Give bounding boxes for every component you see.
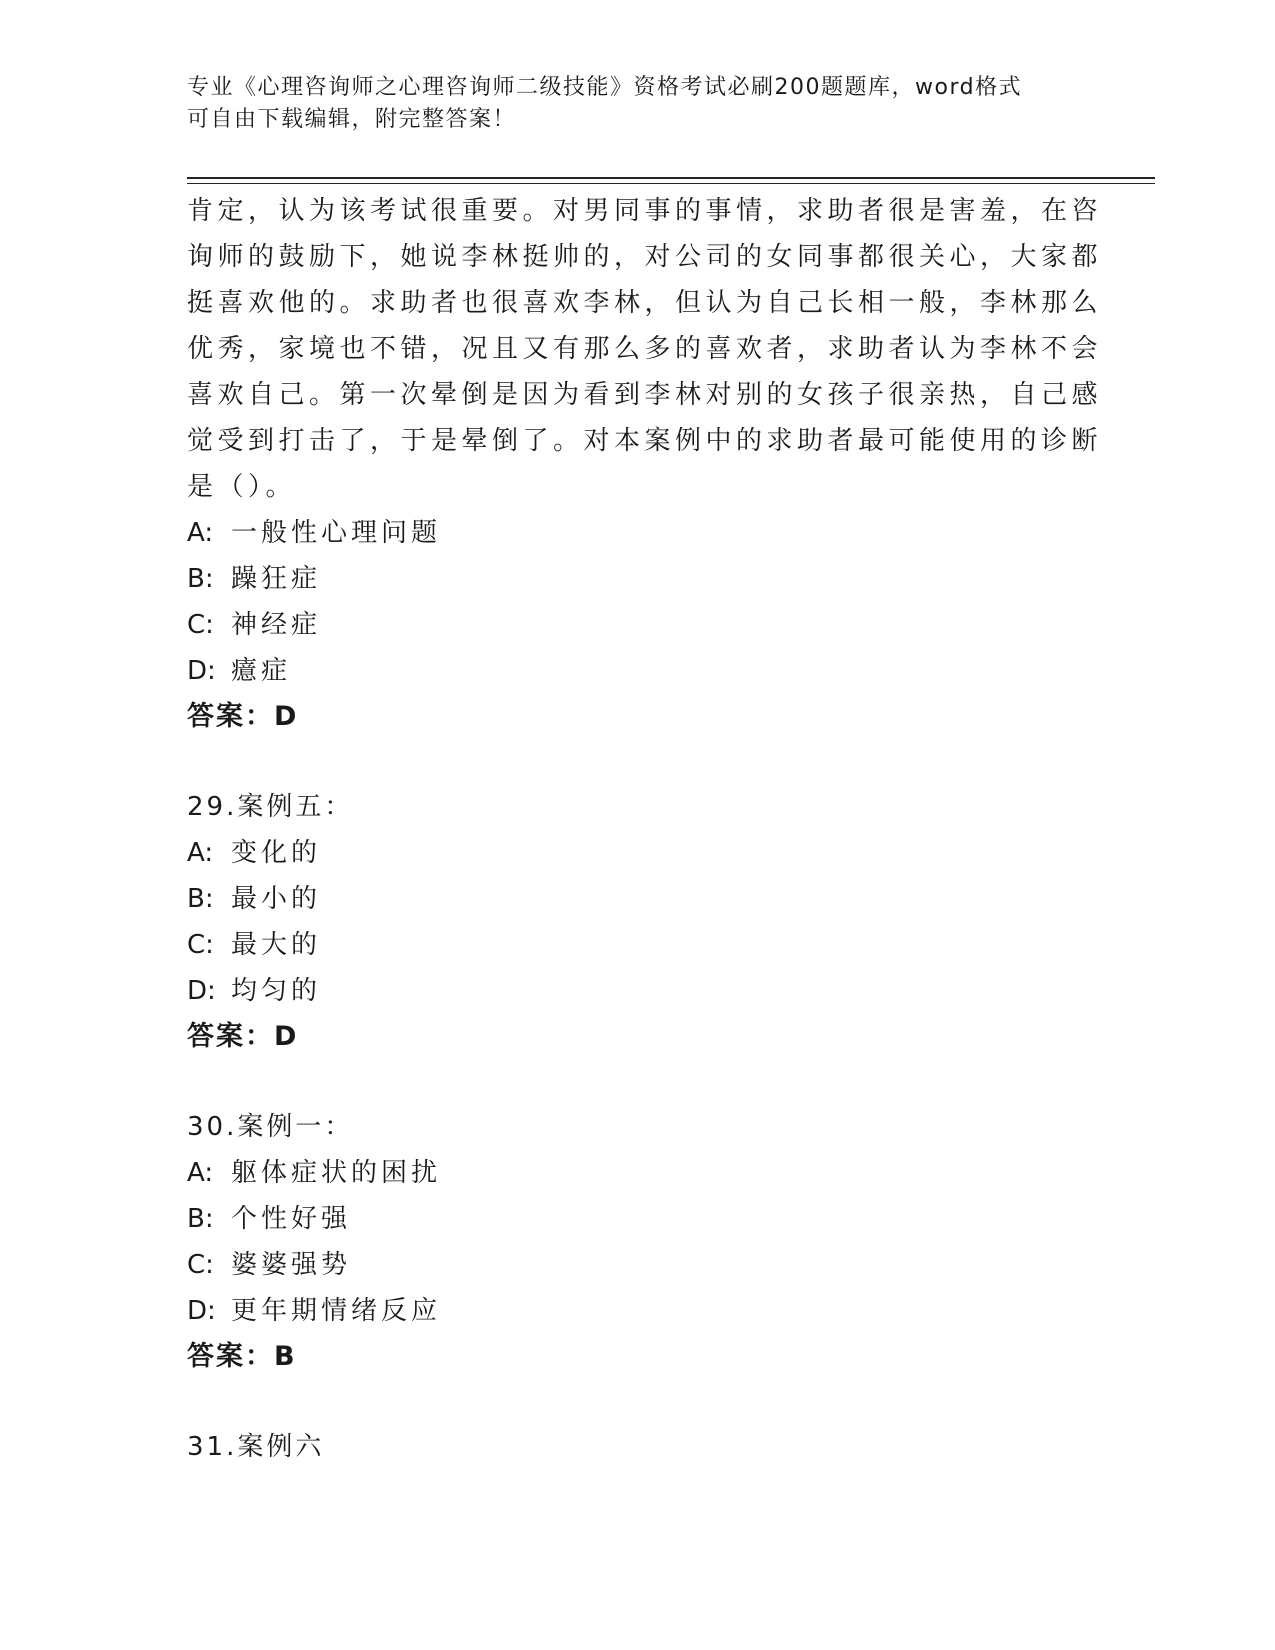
question-30 [187, 1104, 1087, 1380]
option-text: 个性好强 [231, 1204, 352, 1234]
question-text-line: 优秀，家境也不错，况且又有那么多的喜欢者，求助者认为李林不会 [187, 334, 1103, 364]
option-b [187, 556, 1087, 602]
option-text: 最小的 [231, 884, 322, 914]
header-divider-bottom [187, 183, 1155, 184]
option-text: 最大的 [231, 930, 322, 960]
option-c [187, 1242, 1087, 1288]
spacer [187, 1060, 1087, 1104]
question-text-line: 是（）。 [187, 472, 297, 502]
header-line-2: 可自由下载编辑，附完整答案！ [187, 107, 517, 132]
option-key: C: [187, 930, 214, 960]
option-key: A: [187, 1158, 214, 1188]
option-key: D: [187, 976, 216, 1006]
option-text: 均匀的 [231, 976, 322, 1006]
option-a [187, 510, 1087, 556]
question-29 [187, 784, 1087, 1060]
question-28 [187, 188, 1103, 740]
option-text: 婆婆强势 [231, 1250, 352, 1280]
option-text: 躯体症状的困扰 [231, 1158, 442, 1188]
option-text: 更年期情绪反应 [231, 1296, 442, 1326]
document-body [187, 188, 1103, 1470]
answer-label: 答案：D [187, 1021, 299, 1052]
option-key: B: [187, 564, 214, 594]
option-key: B: [187, 884, 214, 914]
spacer [187, 1380, 1087, 1424]
page-header [187, 72, 1067, 136]
option-d [187, 648, 1087, 694]
answer-label: 答案：B [187, 1341, 297, 1372]
question-text-line: 肯定，认为该考试很重要。对男同事的事情，求助者很是害羞，在咨 [187, 196, 1103, 226]
option-key: D: [187, 1296, 216, 1326]
question-title: 31.案例六 [187, 1432, 325, 1462]
option-a [187, 1150, 1087, 1196]
option-b [187, 1196, 1087, 1242]
option-key: C: [187, 1250, 214, 1280]
option-key: A: [187, 518, 214, 548]
question-text-line: 挺喜欢他的。求助者也很喜欢李林，但认为自己长相一般，李林那么 [187, 288, 1103, 318]
option-d [187, 1288, 1087, 1334]
answer-label: 答案：D [187, 701, 299, 732]
option-key: A: [187, 838, 214, 868]
header-line-1: 专业《心理咨询师之心理咨询师二级技能》资格考试必刷200题题库，word格式 [187, 75, 1023, 100]
question-title: 29.案例五： [187, 792, 354, 822]
option-text: 神经症 [231, 610, 322, 640]
question-text-line: 询师的鼓励下，她说李林挺帅的，对公司的女同事都很关心，大家都 [187, 242, 1103, 272]
question-text-line: 喜欢自己。第一次晕倒是因为看到李林对别的女孩子很亲热，自己感 [187, 380, 1103, 410]
option-b [187, 876, 1087, 922]
option-text: 躁狂症 [231, 564, 322, 594]
option-key: C: [187, 610, 214, 640]
option-a [187, 830, 1087, 876]
option-text: 变化的 [231, 838, 322, 868]
option-c [187, 922, 1087, 968]
question-text-line: 觉受到打击了，于是晕倒了。对本案例中的求助者最可能使用的诊断 [187, 426, 1103, 456]
question-31 [187, 1424, 1087, 1470]
option-c [187, 602, 1087, 648]
spacer [187, 740, 1087, 784]
header-divider-top [187, 177, 1155, 179]
option-text: 癔症 [231, 656, 292, 686]
option-d [187, 968, 1087, 1014]
option-key: D: [187, 656, 216, 686]
option-text: 一般性心理问题 [231, 518, 442, 548]
option-key: B: [187, 1204, 214, 1234]
question-title: 30.案例一： [187, 1112, 354, 1142]
